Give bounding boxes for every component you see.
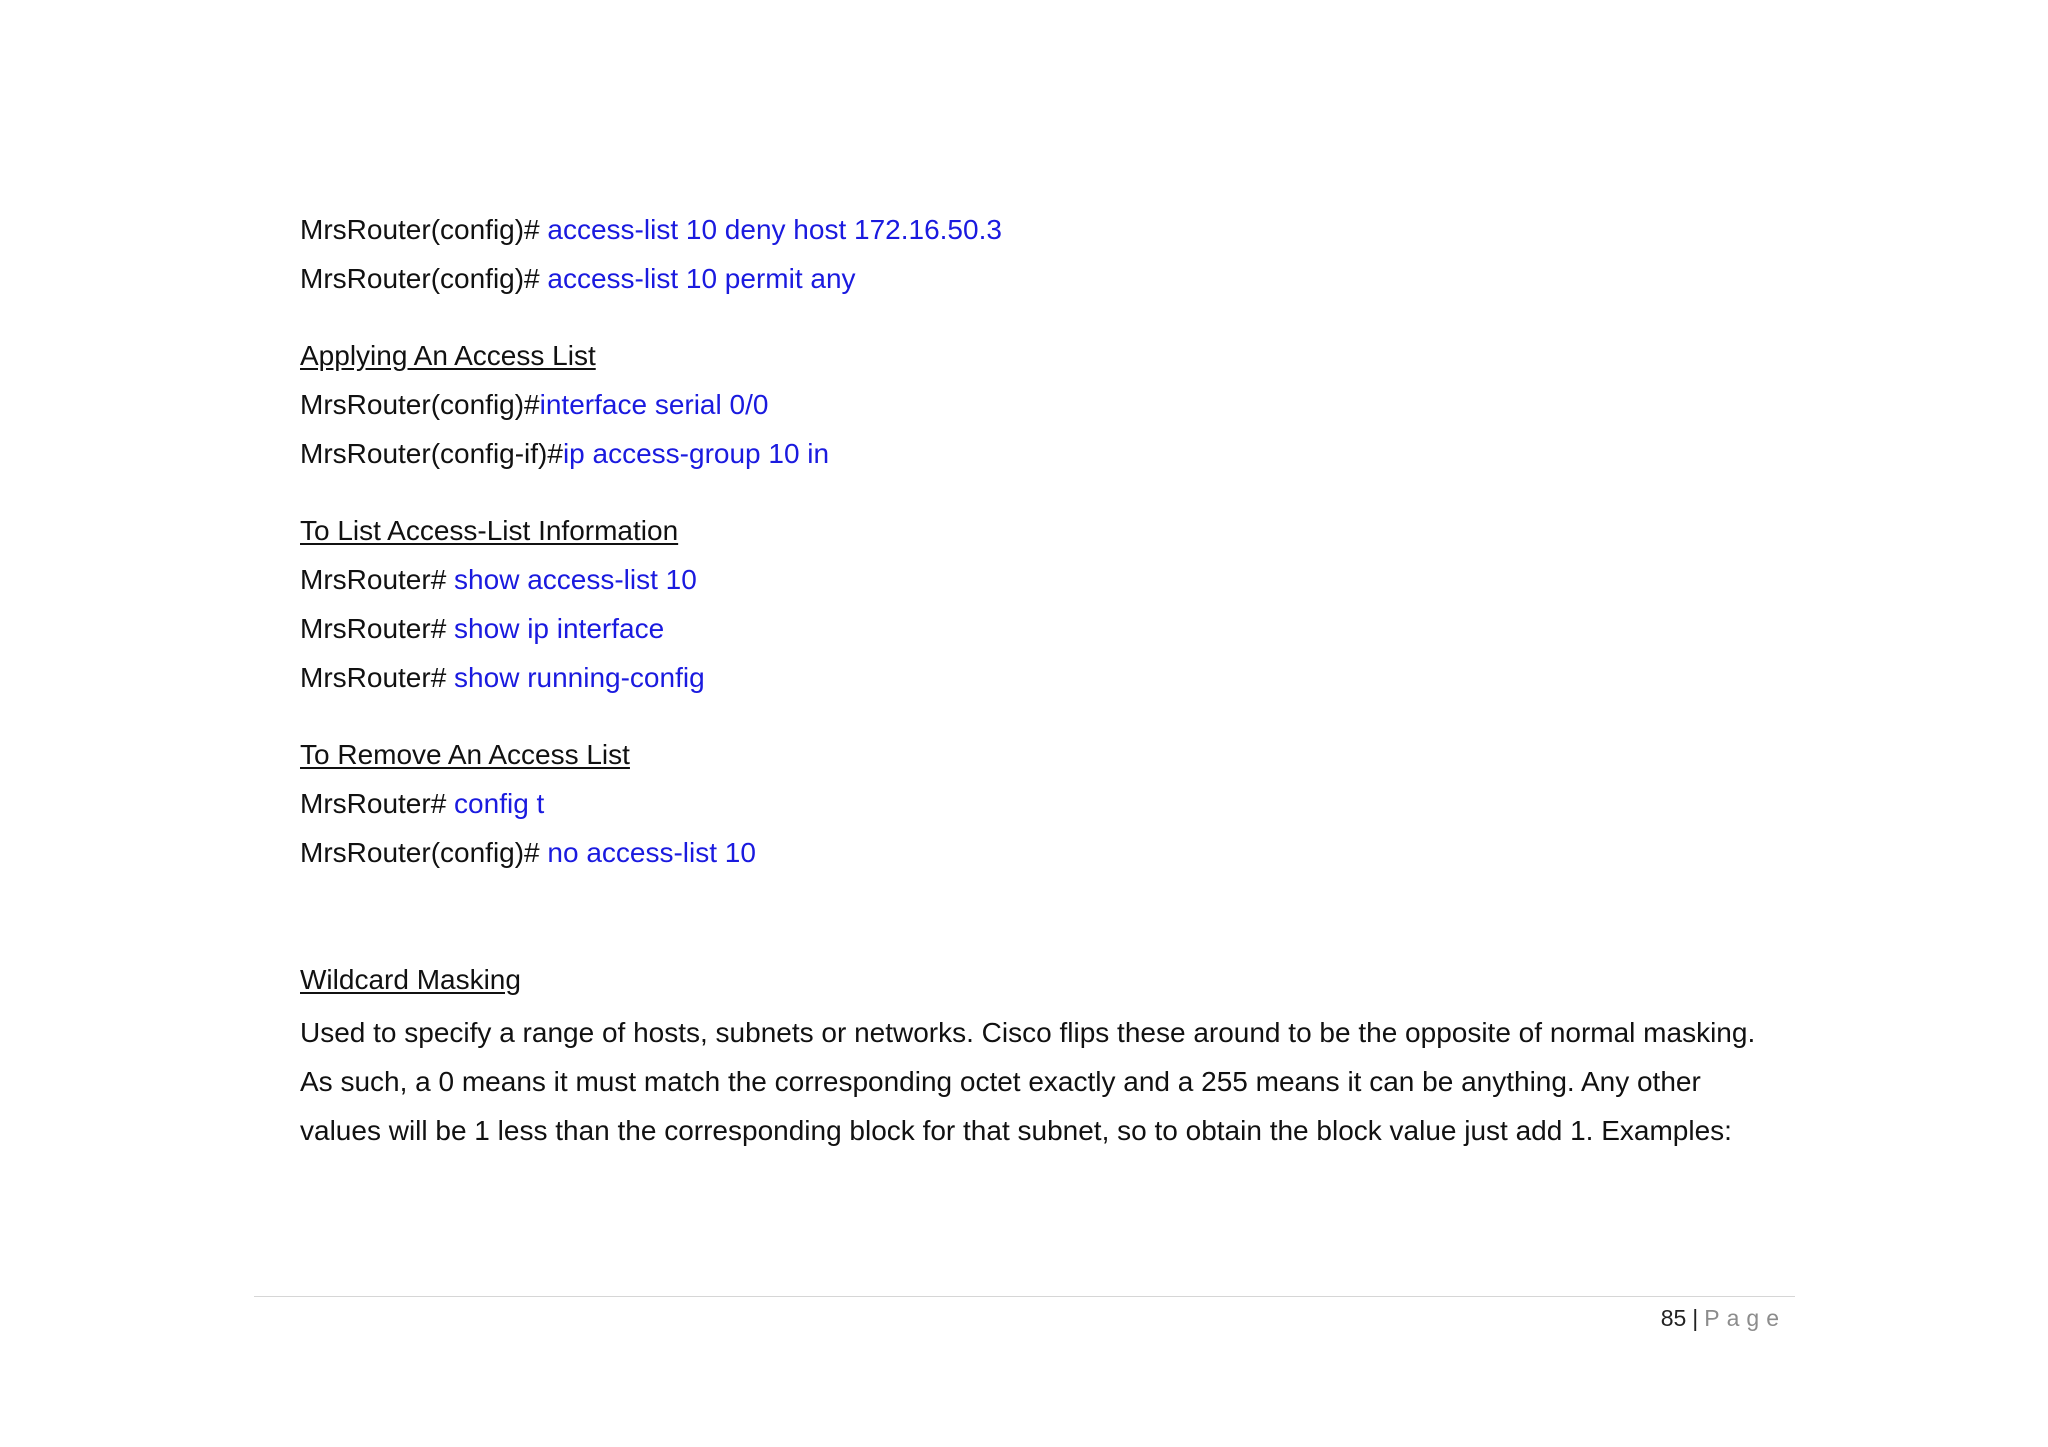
command-line-show-access-list (300, 562, 697, 598)
command: access-list 10 deny host 172.16.50.3 (547, 214, 1002, 245)
command: interface serial 0/0 (539, 389, 769, 420)
command: show running-config (454, 662, 705, 693)
page-footer (1661, 1300, 1786, 1336)
prompt: MrsRouter(config-if)# (300, 438, 563, 469)
paragraph-line: Used to specify a range of hosts, subnets or networks. Cisco flips these around to be the opposite of normal masking. (300, 1017, 1756, 1048)
command-line-show-ip-interface (300, 611, 664, 647)
wildcard-paragraph (300, 1008, 1800, 1155)
heading-wildcard-masking: Wildcard Masking (300, 964, 521, 995)
heading-remove-access-list: To Remove An Access List (300, 739, 630, 770)
prompt: MrsRouter# (300, 564, 455, 595)
footer-separator: | (1692, 1305, 1699, 1331)
command-line-no-access-list (300, 835, 756, 871)
command: ip access-group 10 in (562, 438, 830, 469)
heading-applying-access-list: Applying An Access List (300, 340, 596, 371)
command: config t (454, 788, 545, 819)
page-number: 85 (1660, 1305, 1687, 1331)
heading-list-access-list: To List Access-List Information (300, 515, 679, 546)
prompt: MrsRouter(config)# (300, 389, 540, 420)
prompt: MrsRouter# (300, 613, 455, 644)
command-line-show-running-config (300, 660, 705, 696)
command-line-deny (300, 212, 1002, 248)
command: no access-list 10 (547, 837, 756, 868)
command: show ip interface (454, 613, 665, 644)
command-line-interface (300, 387, 768, 423)
prompt: MrsRouter(config)# (300, 837, 548, 868)
prompt: MrsRouter(config)# (300, 214, 548, 245)
paragraph-line: As such, a 0 means it must match the corresponding octet exactly and a 255 means it can be anything. Any other (300, 1066, 1701, 1097)
page-label: Page (1704, 1305, 1786, 1331)
prompt: MrsRouter# (300, 788, 455, 819)
command-line-config-t (300, 786, 544, 822)
prompt: MrsRouter(config)# (300, 263, 548, 294)
command-line-permit (300, 261, 856, 297)
footer-divider (254, 1296, 1795, 1297)
command-line-access-group (300, 436, 829, 472)
command: access-list 10 permit any (547, 263, 856, 294)
prompt: MrsRouter# (300, 662, 455, 693)
command: show access-list 10 (454, 564, 697, 595)
paragraph-line: values will be 1 less than the corresponding block for that subnet, so to obtain the block value just add 1. Examples: (300, 1115, 1732, 1146)
